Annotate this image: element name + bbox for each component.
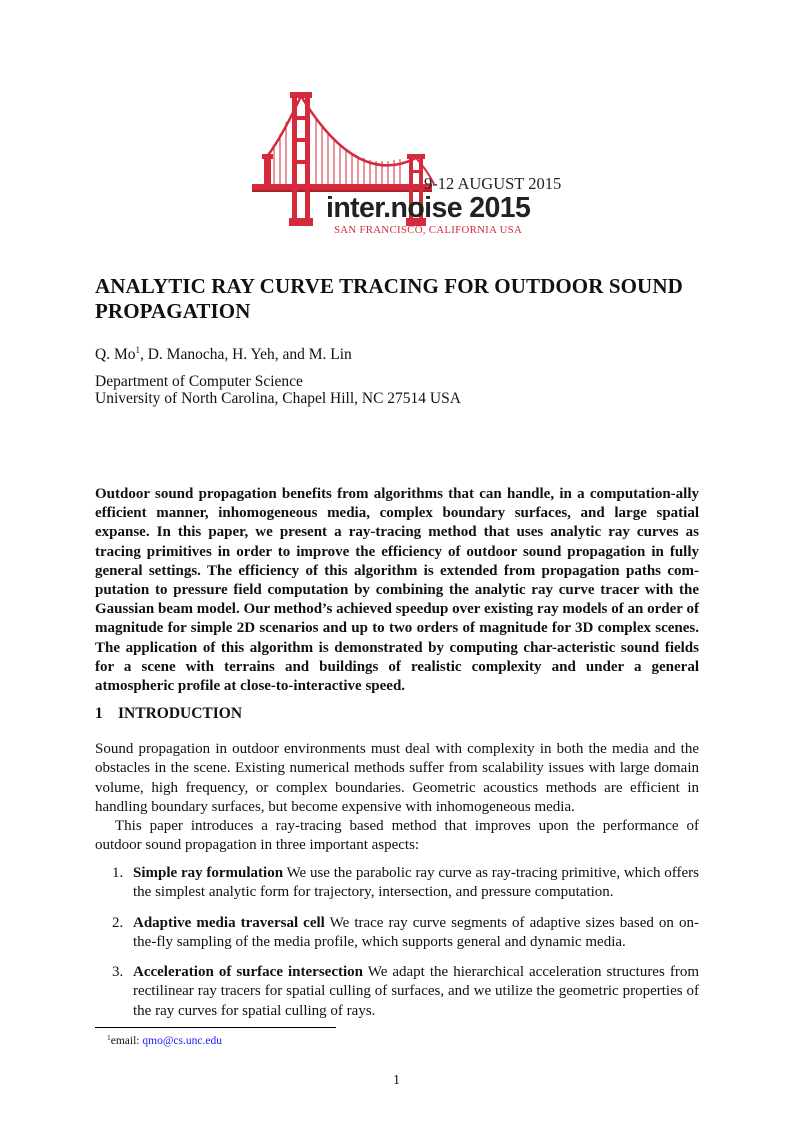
section-heading xyxy=(95,705,242,723)
list-term: Simple ray formulation xyxy=(133,865,284,881)
author-list xyxy=(95,341,352,364)
footnote-mark: 1 xyxy=(107,1033,111,1042)
paper-title: ANALYTIC RAY CURVE TRACING FOR OUTDOOR SOUND PROPAGATION xyxy=(95,274,683,323)
footnote-divider xyxy=(95,1027,336,1028)
logo-date-text: 9-12 AUGUST 2015 xyxy=(424,174,562,193)
affiliation-university: University of North Carolina, Chapel Hill, NC 27514 USA xyxy=(95,390,461,407)
abstract: Outdoor sound propagation benefits from algorithms that can handle, in a computation-ally efficient manner, inhomogeneous media, complex boundary surfaces, and large spatial expanse. In this paper, we present a ray-tracing method that uses analytic ray curves as tracing primitives in order to improve the efficiency of outdoor sound propagation in fully general settings. The efficiency of this algorithm is extended from propagation paths com-putation to pressure field computation by combining the analytic ray curve tracer with the Gaussian beam model. Our method’s achieved speedup over existing ray models of an order of magnitude for simple 2D scenarios and up to two orders of magnitude for 3D complex scenes. The application of this algorithm is demonstrated by computing char-acteristic sound fields for a scene with terrains and buildings of realistic complexity and under a general atmospheric profile at close-to-interactive speed. xyxy=(95,486,699,695)
section-number: 1 xyxy=(95,705,103,722)
list-term: Acceleration of surface intersection xyxy=(133,964,363,981)
logo-location-text: SAN FRANCISCO, CALIFORNIA USA xyxy=(334,224,523,236)
aspects-list xyxy=(95,864,699,1032)
affiliation xyxy=(95,373,461,407)
logo-brand-text: inter.noise 2015 xyxy=(326,192,531,224)
list-number: 1. xyxy=(112,865,124,881)
list-text: We use the parabolic ray curve as ray-tracing primitive, which offers the simplest analytic form for trajectory, intersection, and pressure computation. xyxy=(133,865,699,901)
list-number: 3. xyxy=(112,964,124,981)
conference-logo xyxy=(252,92,562,242)
intro-paragraph-1: Sound propagation in outdoor environments must deal with complexity in both the media and the obstacles in the scene. Existing numerical methods suffer from scalability issues with large domain volume, high frequency, or complex boundaries. Geometric acoustics methods are efficient in handling boundary surfaces, but become expensive with inhomogeneous media. xyxy=(95,741,699,815)
section-title: INTRODUCTION xyxy=(118,705,243,722)
list-text: We adapt the hierarchical acceleration structures from rectilinear ray tracers for spatial culling of surfaces, and we utilize the geometric properties of the ray curves for spatial culling of rays. xyxy=(133,964,699,1019)
list-item xyxy=(95,914,699,953)
list-number: 2. xyxy=(112,914,124,931)
golden-gate-bridge-icon xyxy=(252,92,562,242)
email-link[interactable]: qmo@cs.unc.edu xyxy=(142,1035,222,1047)
list-item xyxy=(95,864,699,903)
footnote xyxy=(107,1033,222,1047)
footnote-label: email: xyxy=(110,1035,143,1047)
first-author: Q. Mo xyxy=(95,346,136,363)
list-text: We trace ray curve segments of adaptive sizes based on on-the-fly sampling of the media profile, which supports general and dynamic media. xyxy=(133,914,699,950)
list-item xyxy=(95,963,699,1021)
intro-paragraph-2: This paper introduces a ray-tracing based method that improves upon the performance of outdoor sound propagation in three important aspects: xyxy=(95,818,699,854)
other-authors: , D. Manocha, H. Yeh, and M. Lin xyxy=(139,346,352,363)
list-term: Adaptive media traversal cell xyxy=(133,914,325,931)
affiliation-department: Department of Computer Science xyxy=(95,373,303,390)
footnote-marker: 1 xyxy=(135,345,140,355)
page-number: 1 xyxy=(393,1073,400,1088)
